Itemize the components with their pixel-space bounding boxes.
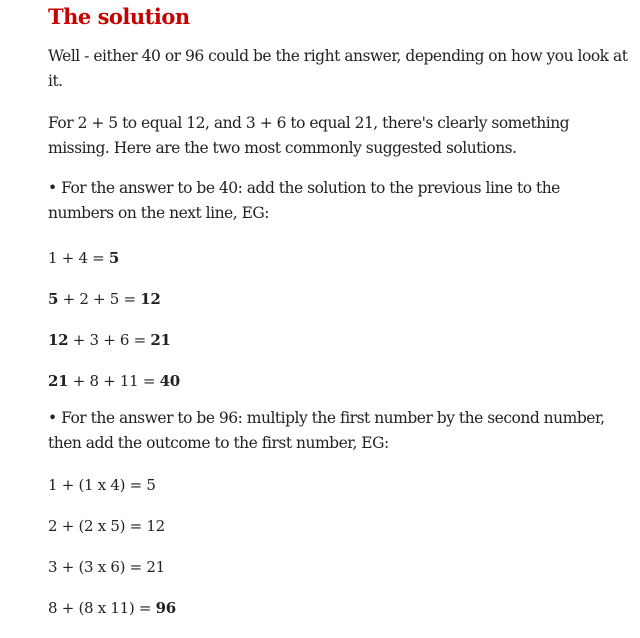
equation-line [48, 598, 628, 618]
equation-result: 21 [150, 331, 171, 349]
missing-paragraph: For 2 + 5 to equal 12, and 3 + 6 to equal 21, there's clearly something missing. Here are the two most commonly suggested solutions. [48, 114, 570, 157]
intro-paragraph: Well - either 40 or 96 could be the right answer, depending on how you look at it. [48, 47, 628, 90]
equation-text: 1 + (1 x 4) = 5 [48, 476, 156, 494]
equation-line [48, 289, 628, 309]
equation-text: + 3 + 6 = [68, 331, 151, 349]
equation-line [48, 248, 628, 268]
equation-line [48, 330, 628, 350]
equation-text: 2 + (2 x 5) = 12 [48, 517, 165, 535]
equation-text: + 8 + 11 = [68, 372, 160, 390]
equation-result: 5 [108, 249, 120, 267]
equation-result: 96 [155, 599, 176, 617]
section-heading: The solution [48, 4, 190, 29]
equation-text: 3 + (3 x 6) = 21 [48, 558, 165, 576]
equation-carry: 21 [48, 372, 69, 390]
method-96-description: • For the answer to be 96: multiply the first number by the second number, then add the outcome to the first number, EG: [48, 409, 605, 452]
equation-line [48, 516, 628, 536]
article-body [48, 0, 628, 618]
equation-result: 40 [159, 372, 180, 390]
equation-result: 12 [140, 290, 161, 308]
equation-line [48, 371, 628, 391]
equation-line [48, 557, 628, 577]
equation-text: + 2 + 5 = [58, 290, 141, 308]
equation-line [48, 475, 628, 495]
equation-text: 8 + (8 x 11) = [48, 599, 156, 617]
equation-text: 1 + 4 = [48, 249, 109, 267]
method-40-description: • For the answer to be 40: add the solution to the previous line to the numbers on the next line, EG: [48, 179, 560, 222]
equation-carry: 5 [48, 290, 59, 308]
equation-carry: 12 [48, 331, 69, 349]
